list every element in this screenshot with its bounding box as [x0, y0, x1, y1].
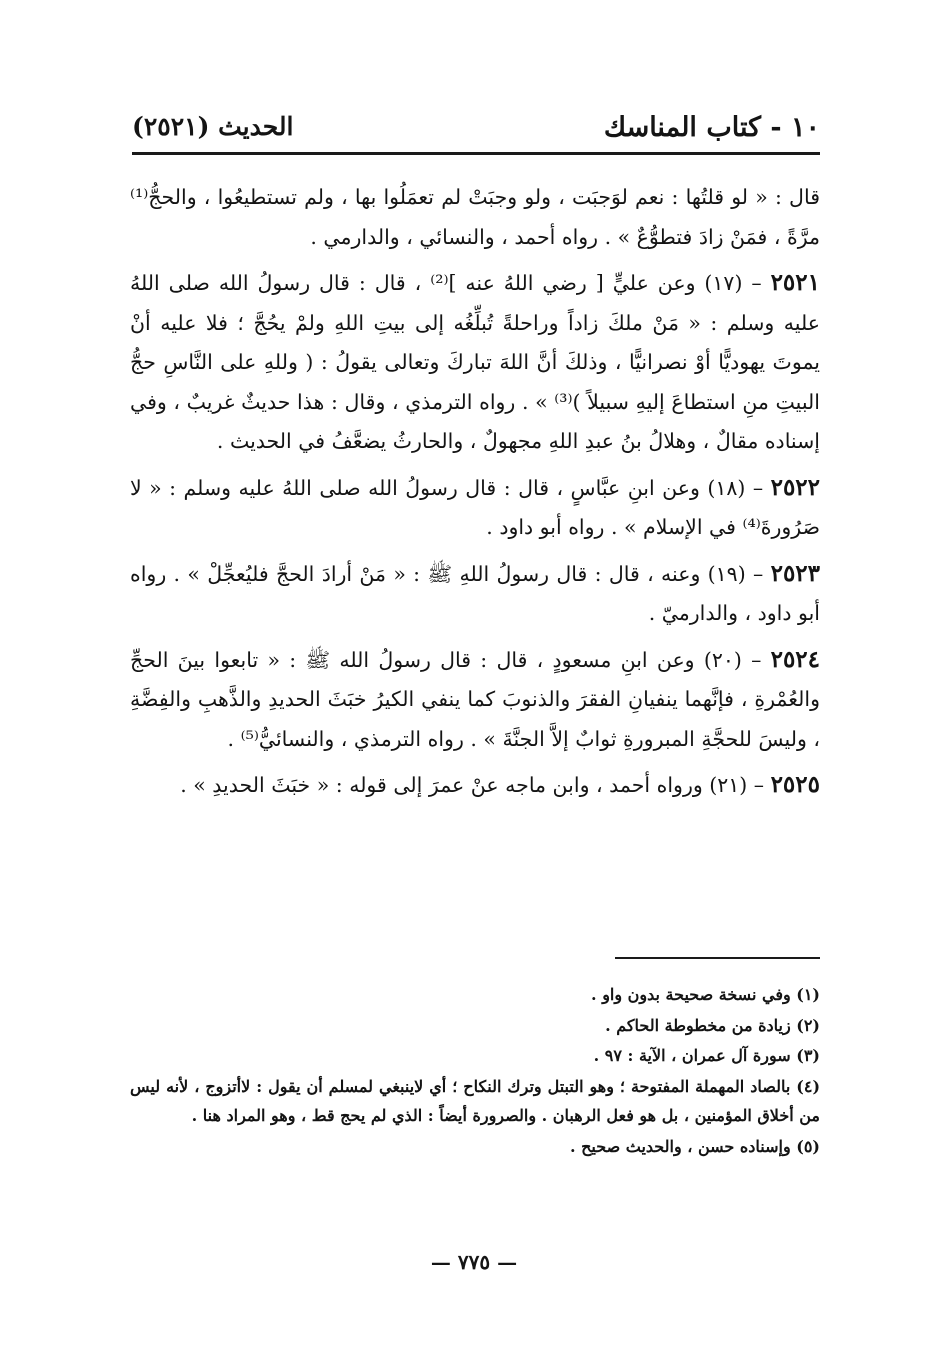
page-number: — ٧٧٥ —: [430, 1250, 518, 1274]
hadith-paragraph: [130, 263, 820, 462]
footnote-divider: [615, 957, 820, 959]
paragraph-text: – (١٨) وعن ابنِ عبَّاسٍ ، قال : قال رسولُ الله صلى اللهُ عليه وسلم : « لا صَرُورةَ⁽⁴⁾ في الإسلام » . رواه أبو داود .: [130, 475, 820, 539]
footnote: (٥) وإسناده حسن ، والحديث صحيح .: [569, 1136, 820, 1156]
hadith-number: ٢٥٢٤: [770, 645, 821, 673]
hadith-range: الحديث (٢٥٢١): [132, 112, 294, 141]
footnotes: [130, 980, 820, 1162]
paragraph-text: – (٢٠) وعن ابنِ مسعودٍ ، قال : قال رسولُ الله ﷺ : « تابعوا بينَ الحجِّ والعُمْرةِ ، فإنَّهما ينفيانِ الفقرَ والذنوبَ كما ينفي الكيرُ خبَثَ الحديدِ والذَّهبِ والفِضَّةِ ، وليسَ للحجَّةِ المبرورةِ ثوابٌ إلاَّ الجنَّةَ » . رواه الترمذي ، والنسائيُّ⁽⁵⁾ .: [130, 647, 820, 751]
main-text: [130, 178, 820, 812]
paragraph-text: – (١٩) وعنه ، قال : قال رسولُ اللهِ ﷺ : « مَنْ أرادَ الحجَّ فليُعجِّلْ » . رواه أبو داود ، والدارميّ .: [130, 561, 820, 625]
hadith-number: ٢٥٢١: [770, 269, 820, 296]
hadith-paragraph: [130, 468, 820, 548]
paragraph-text: قال : « لو قلتُها : نعم لوَجبَت ، ولو وجبَتْ لم تعمَلُوا بها ، ولم تستطيعُوا ، والحجُّ⁽¹⁾ مرَّةً ، فمَنْ زادَ فتطوُّعٌ » . رواه أحمد ، والنسائي ، والدارمي .: [130, 185, 820, 249]
hadith-paragraph: [130, 765, 820, 806]
footnote: (١) وفي نسخة صحيحة بدون واو .: [591, 985, 820, 1004]
hadith-paragraph: [130, 640, 820, 760]
hadith-number: ٢٥٢٥: [770, 771, 820, 798]
running-header: [132, 108, 820, 155]
footnote: (٢) زيادة من مخطوطة الحاكم .: [605, 1015, 820, 1035]
chapter-title: ١٠ - كتاب المناسك: [603, 112, 820, 143]
paragraph-text: – (٢١) ورواه أحمد ، وابن ماجه عنْ عمرَ إلى قوله : « خبَثَ الحديدِ » .: [180, 773, 771, 797]
hadith-number: ٢٥٢٢: [770, 473, 821, 501]
footnote: (٤) بالصاد المهملة المفتوحة ؛ وهو التبتل وترك النكاح ؛ أي لاينبغي لمسلم أن يقول : لاأتزوج ، لأنه ليس من أخلاق المؤمنين ، بل هو فعل الرهبان . والصرورة أيضاً : الذي لم يحج قط ، وهو المراد هنا .: [130, 1076, 821, 1125]
paragraph-text: – (١٧) وعن عليٍّ [ رضي اللهُ عنه ]⁽²⁾ ، قال : قال رسولُ الله صلى اللهُ عليه وسلم : « مَنْ ملكَ زاداً وراحلةً تُبلِّغُه إلى بيتِ اللهِ ولمْ يحُجَّ ؛ فلا عليه أنْ يموتَ يهوديًّا أوْ نصرانيًّا ، وذلكَ أنَّ اللهَ تباركَ وتعالى يقولُ : ( وللهِ على النَّاسِ حجُّ البيتِ منِ استطاعَ إليهِ سبيلاً )⁽³⁾ » . رواه الترمذي ، وقال : هذا حديثٌ غريبٌ ، وفي إسناده مقالٌ ، وهلالُ بنُ عبدِ اللهِ مجهولٌ ، والحارثُ يضعَّفُ في الحديث .: [130, 271, 820, 453]
hadith-paragraph: [130, 178, 820, 257]
footnote: (٣) سورة آل عمران ، الآية : ٩٧ .: [593, 1046, 820, 1065]
hadith-number: ٢٥٢٣: [770, 559, 821, 587]
hadith-paragraph: [130, 554, 820, 634]
